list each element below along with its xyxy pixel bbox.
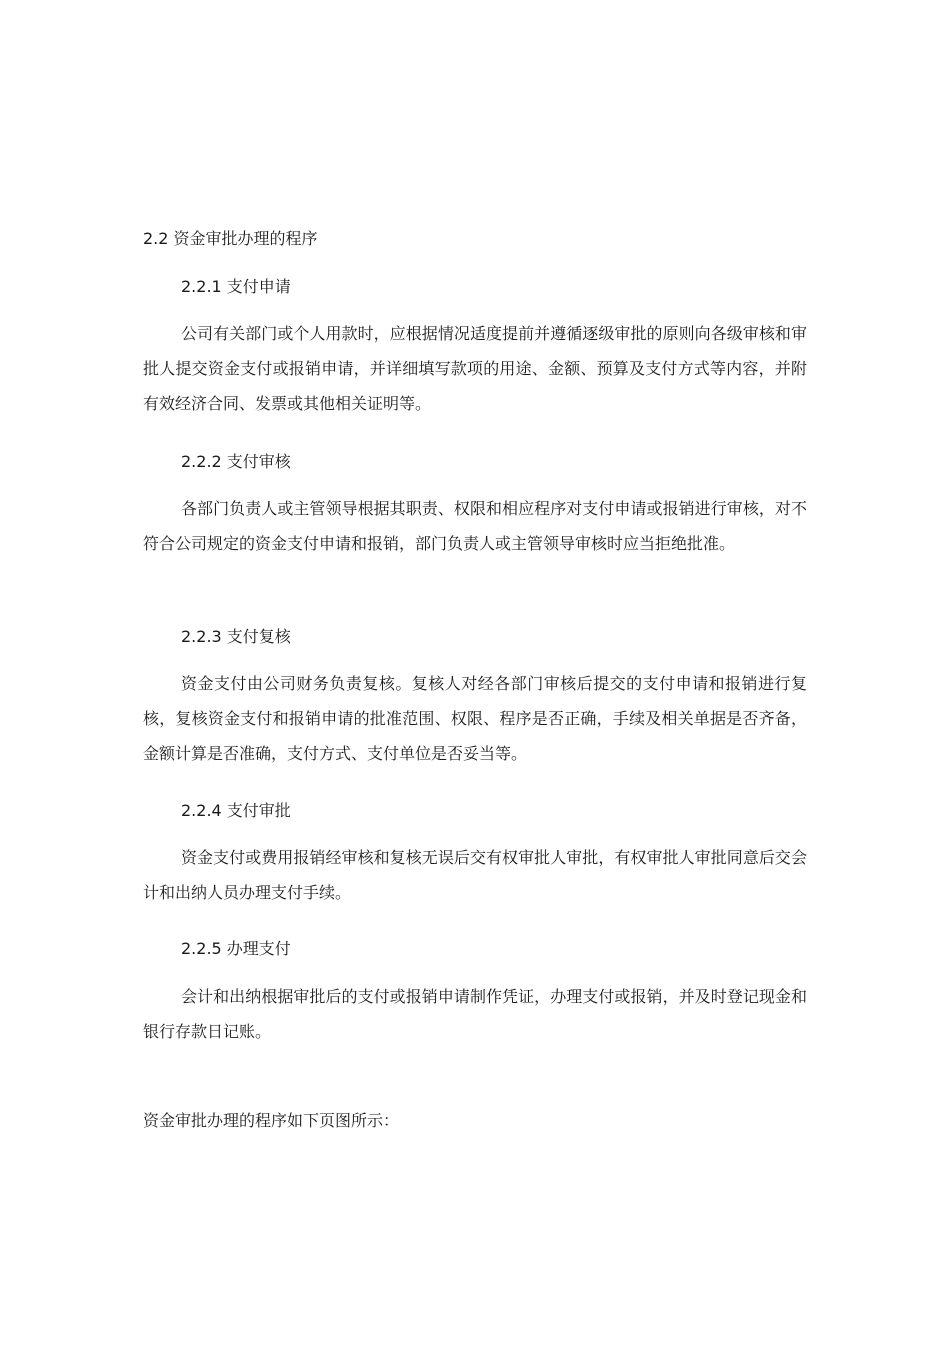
footer-note: 资金审批办理的程序如下页图所示： [143, 1111, 400, 1130]
subsection-heading-2-2-2: 2.2.2 支付审核 [181, 452, 291, 471]
subsection-heading-2-2-4: 2.2.4 支付审批 [181, 801, 291, 820]
subsection-heading-2-2-5: 2.2.5 办理支付 [181, 939, 291, 958]
paragraph-payment-approval: 资金支付或费用报销经审核和复核无误后交有权审批人审批，有权审批人审批同意后交会计和出纳人员办理支付手续。 [143, 848, 807, 902]
section-heading: 2.2 资金审批办理的程序 [143, 229, 318, 248]
subsection-heading-2-2-3: 2.2.3 支付复核 [181, 627, 291, 646]
paragraph-payment-recheck: 资金支付由公司财务负责复核。复核人对经各部门审核后提交的支付申请和报销进行复核，复核资金支付和报销申请的批准范围、权限、程序是否正确，手续及相关单据是否齐备，金额计算是否准确，支付方式、支付单位是否妥当等。 [143, 674, 807, 763]
paragraph-process-payment: 会计和出纳根据审批后的支付或报销申请制作凭证，办理支付或报销，并及时登记现金和银行存款日记账。 [143, 987, 807, 1041]
subsection-heading-2-2-1: 2.2.1 支付申请 [181, 277, 291, 296]
paragraph-payment-review: 各部门负责人或主管领导根据其职责、权限和相应程序对支付申请或报销进行审核，对不符合公司规定的资金支付申请和报销，部门负责人或主管领导审核时应当拒绝批准。 [143, 499, 807, 553]
paragraph-payment-application: 公司有关部门或个人用款时，应根据情况适度提前并遵循逐级审批的原则向各级审核和审批人提交资金支付或报销申请，并详细填写款项的用途、金额、预算及支付方式等内容，并附有效经济合同、发票或其他相关证明等。 [143, 324, 807, 413]
